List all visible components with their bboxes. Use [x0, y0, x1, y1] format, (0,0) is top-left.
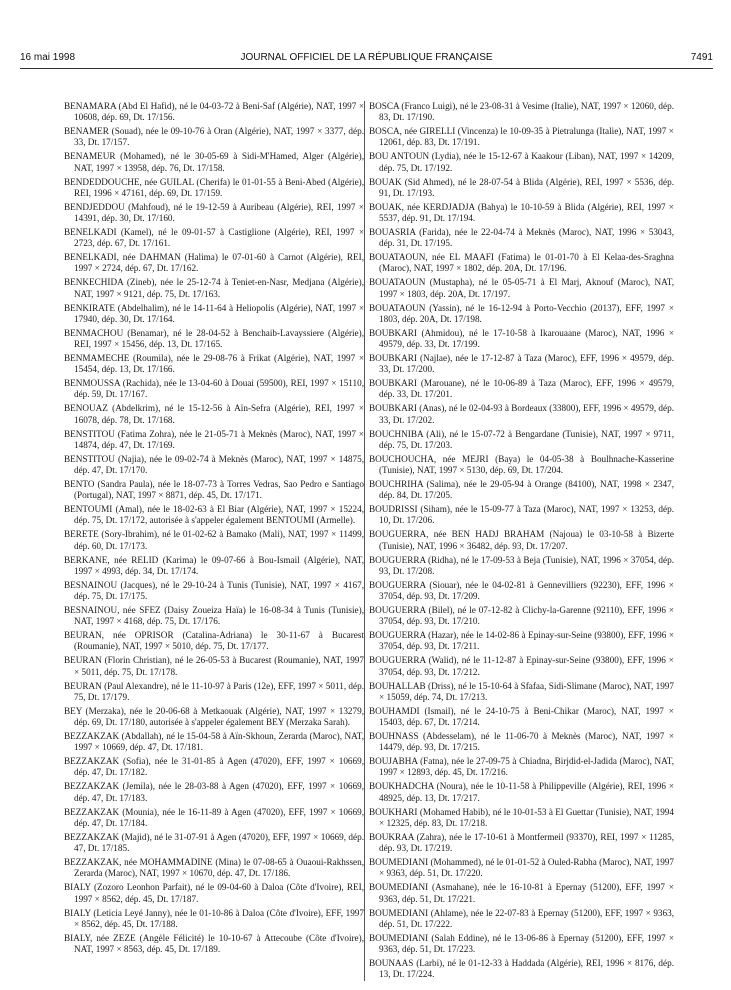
register-entry: BOUATAOUN, née EL MAAFI (Fatima) le 01-01-70 à El Kelaa-des-Sraghna (Maroc), NAT, 1997 × 1802, dép. 20A, Dt. 17/196. [369, 252, 674, 274]
register-entry: BOUMEDIANI (Ahlame), née le 22-07-83 à Epernay (51200), EFF, 1997 × 9363, dép. 51, Dt. 17/222. [369, 907, 674, 929]
register-entry: BOUMEDIANI (Mohammed), né le 01-01-52 à Ouled-Rabha (Maroc), NAT, 1997 × 9363, dép. 51, Dt. 17/220. [369, 857, 674, 879]
register-entry: BOUKRAA (Zahra), née le 17-10-61 à Montfermeil (93370), REI, 1997 × 11285, dép. 93, Dt. 17/219. [369, 831, 674, 854]
register-entry: BENAMEUR (Mohamed), né le 30-05-69 à Sidi-M'Hamed, Alger (Algérie), NAT, 1997 × 13958, dép. 76, Dt. 17/158. [64, 151, 364, 173]
register-entry: BOUJABHA (Fatna), née le 27-09-75 à Chiadna, Birjdid-el-Jadida (Maroc), NAT, 1997 × 12893, dép. 45, Dt. 17/216. [369, 756, 674, 778]
register-entry: BEURAN (Paul Alexandre), né le 11-10-97 à Paris (12e), EFF, 1997 × 5011, dép. 75, Dt. 17/179. [64, 680, 364, 702]
header-rule [20, 68, 713, 69]
register-entry: BENELKADI (Kamel), né le 09-01-57 à Castiglione (Algérie), REI, 1997 × 2723, dép. 67, Dt. 17/161. [64, 227, 364, 249]
register-entry: BENKIRATE (Abdelhalim), né le 14-11-64 à Heliopolis (Algérie), NAT, 1997 × 17940, dép. 30, Dt. 17/164. [64, 302, 364, 324]
right-column [369, 101, 674, 983]
register-entry: BOUAK (Sid Ahmed), né le 28-07-54 à Blida (Algérie), REI, 1997 × 5536, dép. 91, Dt. 17/193. [369, 176, 674, 198]
register-entry: BIALY (Leticia Leyé Janny), née le 01-10-86 à Daloa (Côte d'Ivoire), EFF, 1997 × 8562, dép. 45, Dt. 17/188. [64, 907, 364, 929]
register-entry: BERETE (Sory-Ibrahim), né le 01-02-62 à Bamako (Mali), NAT, 1997 × 11499, dép. 60, Dt. 17/173. [64, 529, 364, 551]
register-entry: BIALY, née ZEZE (Angèle Félicité) le 10-10-67 à Attecoube (Côte d'Ivoire), NAT, 1997 × 8563, dép. 45, Dt. 17/189. [64, 932, 364, 954]
register-entry: BENSTITOU (Najia), née le 09-02-74 à Meknès (Maroc), NAT, 1997 × 14875, dép. 47, Dt. 17/170. [64, 453, 364, 476]
register-entry: BOUBKARI (Anas), né le 02-04-93 à Bordeaux (33800), EFF, 1996 × 49579, dép. 33, Dt. 17/202. [369, 403, 674, 425]
register-entry: BOUGUERRA (Bilel), né le 07-12-82 à Clichy-la-Garenne (92110), EFF, 1996 × 37054, dép. 93, Dt. 17/210. [369, 605, 674, 627]
register-entry: BOUDRISSI (Siham), née le 15-09-77 à Taza (Maroc), NAT, 1997 × 13253, dép. 10, Dt. 17/206. [369, 504, 674, 526]
register-entry: BENTO (Sandra Paula), née le 18-07-73 à Torres Vedras, Sao Pedro e Santiago (Portugal), NAT, 1997 × 8871, dép. 45, Dt. 17/171. [64, 479, 364, 501]
register-entry: BOUASRIA (Farida), née le 22-04-74 à Meknès (Maroc), NAT, 1996 × 53043, dép. 31, Dt. 17/195. [369, 227, 674, 249]
register-entry: BOUKHARI (Mohamed Habib), né le 10-01-53 à El Guettar (Tunisie), NAT, 1994 × 12325, dép. 83, Dt. 17/218. [369, 806, 674, 828]
register-entry: BOUMEDIANI (Salah Eddine), né le 13-06-86 à Epernay (51200), EFF, 1997 × 9363, dép. 51, Dt. 17/223. [369, 932, 674, 954]
register-entry: BENOUAZ (Abdelkrim), né le 15-12-56 à Aïn-Sefra (Algérie), REI, 1997 × 16078, dép. 78, Dt. 17/168. [64, 403, 364, 425]
register-entry: BENAMARA (Abd El Hafid), né le 04-03-72 à Beni-Saf (Algérie), NAT, 1997 × 10608, dép. 69, Dt. 17/156. [64, 101, 364, 123]
register-entry: BOUKHADCHA (Noura), née le 10-11-58 à Philippeville (Algérie), REI, 1996 × 48925, dép. 13, Dt. 17/217. [369, 781, 674, 803]
register-entry: BOUGUERRA (Walid), né le 11-12-87 à Epinay-sur-Seine (93800), EFF, 1996 × 37054, dép. 93, Dt. 17/212. [369, 655, 674, 677]
register-entry: BIALY (Zozoro Leonhon Parfait), né le 09-04-60 à Daloa (Côte d'Ivoire), REI, 1997 × 8562, dép. 45, Dt. 17/187. [64, 882, 364, 904]
register-entry: BEY (Merzaka), née le 20-06-68 à Metkaouak (Algérie), NAT, 1997 × 13279, dép. 69, Dt. 17/180, autorisée à s'appeler également BEY (Merzaka Sarah). [64, 705, 364, 728]
register-entry: BOUCHOUCHA, née MEJRI (Baya) le 04-05-38 à Boulhnache-Kasserine (Tunisie), NAT, 1997 × 5130, dép. 69, Dt. 17/204. [369, 453, 674, 476]
register-entry: BOUGUERRA (Hazar), née le 14-02-86 à Epinay-sur-Seine (93800), EFF, 1996 × 37054, dép. 93, Dt. 17/211. [369, 630, 674, 652]
register-entry: BOUBKARI (Najlae), née le 17-12-87 à Taza (Maroc), EFF, 1996 × 49579, dép. 33, Dt. 17/200. [369, 353, 674, 375]
register-entry: BENSTITOU (Fatima Zohra), née le 21-05-71 à Meknès (Maroc), NAT, 1997 × 14874, dép. 47, Dt. 17/169. [64, 428, 364, 450]
register-entry: BOUCHRIHA (Salima), née le 29-05-94 à Orange (84100), NAT, 1998 × 2347, dép. 84, Dt. 17/205. [369, 479, 674, 501]
register-entry: BOUGUERRA, née BEN HADJ BRAHAM (Najoua) le 03-10-58 à Bizerte (Tunisie), NAT, 1996 × 36482, dép. 93, Dt. 17/207. [369, 529, 674, 551]
register-entry: BOUBKARI (Ahmidou), né le 17-10-58 à Ikarouaane (Maroc), NAT, 1996 × 49579, dép. 33, Dt. 17/199. [369, 327, 674, 350]
register-entry: BENMACHOU (Benamar), né le 28-04-52 à Benchaib-Lavayssiere (Algérie), REI, 1997 × 15456, dép. 13, Dt. 17/165. [64, 327, 364, 350]
register-entry: BOSCA (Franco Luigi), né le 23-08-31 à Vesime (Italie), NAT, 1997 × 12060, dép. 83, Dt. 17/190. [369, 101, 674, 123]
register-entry: BOU ANTOUN (Lydia), née le 15-12-67 à Kaakour (Liban), NAT, 1997 × 14209, dép. 75, Dt. 17/192. [369, 151, 674, 173]
header-page-number: 7491 [690, 52, 713, 63]
register-entry: BENTOUMI (Amal), née le 18-02-63 à El Biar (Algérie), NAT, 1997 × 15224, dép. 75, Dt. 17/172, autorisée à s'appeler également BENTOUMI (Armelle). [64, 504, 364, 526]
register-entry: BOUGUERRA (Siouar), née le 04-02-81 à Gennevilliers (92230), EFF, 1996 × 37054, dép. 93, Dt. 17/209. [369, 579, 674, 602]
register-entry: BOUAK, née KERDJADJA (Bahya) le 10-10-59 à Blida (Algérie), REI, 1997 × 5537, dép. 91, Dt. 17/194. [369, 201, 674, 224]
register-entry: BOUMEDIANI (Asmahane), née le 16-10-81 à Epernay (51200), EFF, 1997 × 9363, dép. 51, Dt. 17/221. [369, 882, 674, 904]
register-entry: BENAMER (Souad), née le 09-10-76 à Oran (Algérie), NAT, 1997 × 3377, dép. 33, Dt. 17/157. [64, 126, 364, 148]
register-entry: BEZZAKZAK (Mounia), née le 16-11-89 à Agen (47020), EFF, 1997 × 10669, dép. 47, Dt. 17/184. [64, 806, 364, 828]
register-entry: BENDEDDOUCHE, née GUILAL (Cherifa) le 01-01-55 à Beni-Abed (Algérie), REI, 1996 × 47161, dép. 69, Dt. 17/159. [64, 176, 364, 198]
register-entry: BEURAN, née OPRISOR (Catalina-Adriana) le 30-11-67 à Bucarest (Roumanie), NAT, 1997 × 5010, dép. 75, Dt. 17/177. [64, 630, 364, 652]
register-entry: BENDJEDDOU (Mahfoud), né le 19-12-59 à Auribeau (Algérie), REI, 1997 × 14391, dép. 30, Dt. 17/160. [64, 201, 364, 224]
register-entry: BOUHNASS (Abdesselam), né le 11-06-70 à Meknès (Maroc), NAT, 1997 × 14479, dép. 93, Dt. 17/215. [369, 731, 674, 753]
column-divider [364, 101, 365, 981]
left-column [64, 101, 364, 958]
register-entry: BENKECHIDA (Zineb), née le 25-12-74 à Teniet-en-Nasr, Medjana (Algérie), NAT, 1997 × 9121, dép. 75, Dt. 17/163. [64, 277, 364, 299]
register-entry: BERKANE, née RELID (Karima) le 09-07-66 à Bou-Ismail (Algérie), NAT, 1997 × 4993, dép. 34, Dt. 17/174. [64, 554, 364, 576]
header-title: JOURNAL OFFICIEL DE LA RÉPUBLIQUE FRANÇAISE [240, 52, 493, 63]
register-entry: BOUNAAS (Larbi), né le 01-12-33 à Haddada (Algérie), REI, 1996 × 8176, dép. 13, Dt. 17/224. [369, 957, 674, 980]
page-header [20, 52, 713, 66]
register-entry: BOUATAOUN (Yassin), né le 16-12-94 à Porto-Vecchio (20137), EFF, 1997 × 1803, dép. 20A, Dt. 17/198. [369, 302, 674, 324]
register-entry: BEZZAKZAK (Jemila), née le 28-03-88 à Agen (47020), EFF, 1997 × 10669, dép. 47, Dt. 17/183. [64, 781, 364, 803]
register-entry: BOUATAOUN (Mustapha), né le 05-05-71 à El Marj, Aknouf (Maroc), NAT, 1997 × 1803, dép. 20A, Dt. 17/197. [369, 277, 674, 299]
register-entry: BEZZAKZAK (Abdallah), né le 15-04-58 à Aïn-Skhoun, Zerarda (Maroc), NAT, 1997 × 10669, dép. 47, Dt. 17/181. [64, 731, 364, 753]
register-entry: BESNAINOU, née SFEZ (Daisy Zoueiza Haïa) le 16-08-34 à Tunis (Tunisie), NAT, 1997 × 4168, dép. 75, Dt. 17/176. [64, 605, 364, 627]
register-entry: BENMAMECHE (Roumila), née le 29-08-76 à Frikat (Algérie), NAT, 1997 × 15454, dép. 13, Dt. 17/166. [64, 353, 364, 375]
register-entry: BEURAN (Florin Christian), né le 26-05-53 à Bucarest (Roumanie), NAT, 1997 × 5011, dép. 75, Dt. 17/178. [64, 655, 364, 677]
register-entry: BENELKADI, née DAHMAN (Halima) le 07-01-60 à Carnot (Algérie), REI, 1997 × 2724, dép. 67, Dt. 17/162. [64, 252, 364, 274]
register-entry: BENMOUSSA (Rachida), née le 13-04-60 à Douai (59500), REI, 1997 × 15110, dép. 59, Dt. 17/167. [64, 378, 364, 400]
register-entry: BEZZAKZAK (Majid), né le 31-07-91 à Agen (47020), EFF, 1997 × 10669, dép. 47, Dt. 17/185. [64, 831, 364, 854]
register-entry: BOSCA, née GIRELLI (Vincenza) le 10-09-35 à Pietralunga (Italie), NAT, 1997 × 12061, dép. 83, Dt. 17/191. [369, 126, 674, 148]
register-entry: BOUCHNIBA (Ali), né le 15-07-72 à Bengardane (Tunisie), NAT, 1997 × 9711, dép. 75, Dt. 17/203. [369, 428, 674, 450]
register-entry: BEZZAKZAK (Sofia), née le 31-01-85 à Agen (47020), EFF, 1997 × 10669, dép. 47, Dt. 17/182. [64, 756, 364, 778]
register-entry: BESNAINOU (Jacques), né le 29-10-24 à Tunis (Tunisie), NAT, 1997 × 4167, dép. 75, Dt. 17/175. [64, 579, 364, 602]
header-date: 16 mai 1998 [20, 52, 76, 63]
register-entry: BOUHALLAB (Driss), né le 15-10-64 à Sfafaa, Sidi-Slimane (Maroc), NAT, 1997 × 15059, dép. 74, Dt. 17/213. [369, 680, 674, 702]
register-entry: BOUGUERRA (Ridha), né le 17-09-53 à Beja (Tunisie), NAT, 1996 × 37054, dép. 93, Dt. 17/208. [369, 554, 674, 576]
register-entry: BOUBKARI (Marouane), né le 10-06-89 à Taza (Maroc), EFF, 1996 × 49579, dép. 33, Dt. 17/201. [369, 378, 674, 400]
register-entry: BOUHAMDI (Ismail), né le 24-10-75 à Beni-Chikar (Maroc), NAT, 1997 × 15403, dép. 67, Dt. 17/214. [369, 705, 674, 728]
register-entry: BEZZAKZAK, née MOHAMMADINE (Mina) le 07-08-65 à Ouaoui-Rakhssen, Zerarda (Maroc), NAT, 1997 × 10670, dép. 47, Dt. 17/186. [64, 857, 364, 879]
